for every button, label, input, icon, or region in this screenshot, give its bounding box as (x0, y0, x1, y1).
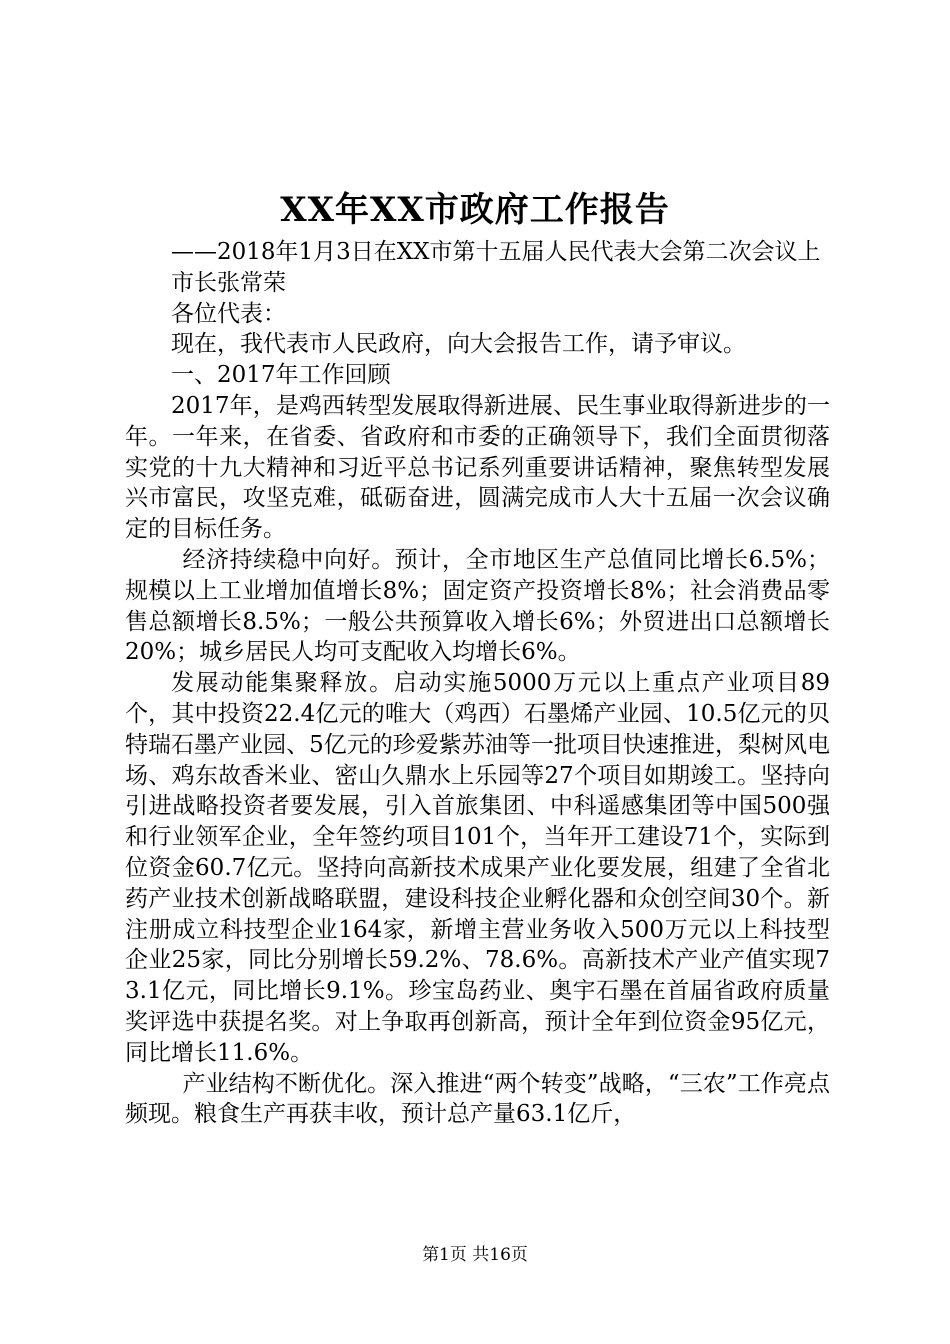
body-paragraph: 发展动能集聚释放。启动实施5000万元以上重点产业项目89个，其中投资22.4亿元的唯大（鸡西）石墨烯产业园、10.5亿元的贝特瑞石墨产业园、5亿元的珍爱紫苏油等一批项目快速推进，梨树风电场、鸡东故香米业、密山久鼎水上乐园等27个项目如期竣工。坚持向引进战略投资者要发展，引入首旅集团、中科遥感集团等中国500强和行业领军企业，全年签约项目101个，当年开工建设71个，实际到位资金60.7亿元。坚持向高新技术成果产业化要发展，组建了全省北药产业技术创新战略联盟，建设科技企业孵化器和众创空间30个。新注册成立科技型企业164家，新增主营业务收入500万元以上科技型企业25家，同比分别增长59.2%、78.6%。高新技术产业产值实现73.1亿元，同比增长9.1%。珍宝岛药业、奥宇石墨在首届省政府质量奖评选中获提名奖。对上争取再创新高，预计全年到位资金95亿元，同比增长11.6%。 (125, 670, 830, 1066)
document-subtitle: ——2018年1月3日在XX市第十五届人民代表大会第二次会议上 (171, 239, 821, 265)
document-body (125, 237, 830, 1130)
body-paragraph: 产业结构不断优化。深入推进“两个转变”战略，“三农”工作亮点频现。粮食生产再获丰收，预计总产量63.1亿斤， (125, 1070, 830, 1128)
document-title: XX年XX市政府工作报告 (280, 190, 670, 230)
section-heading: 一、2017年工作回顾 (171, 362, 391, 389)
body-paragraph: 2017年，是鸡西转型发展取得新进展、民生事业取得新进步的一年。一年来，在省委、省政府和市委的正确领导下，我们全面贯彻落实党的十九大精神和习近平总书记系列重要讲话精神，聚焦转型发展兴市富民，攻坚克难，砥砺奋进，圆满完成市人大十五届一次会议确定的目标任务。 (125, 392, 830, 543)
speaker-line: 市长张常荣 (171, 269, 286, 296)
page-footer: 第1页 共16页 (422, 1245, 528, 1265)
body-paragraph: 经济持续稳中向好。预计，全市地区生产总值同比增长6.5%；规模以上工业增加值增长8%；固定资产投资增长8%；社会消费品零售总额增长8.5%；一般公共预算收入增长6%；外贸进出口总额增长20%；城乡居民人均可支配收入均增长6%。 (125, 546, 830, 666)
intro-paragraph: 现在，我代表市人民政府，向大会报告工作，请予审议。 (171, 331, 746, 358)
salutation: 各位代表： (171, 300, 286, 327)
